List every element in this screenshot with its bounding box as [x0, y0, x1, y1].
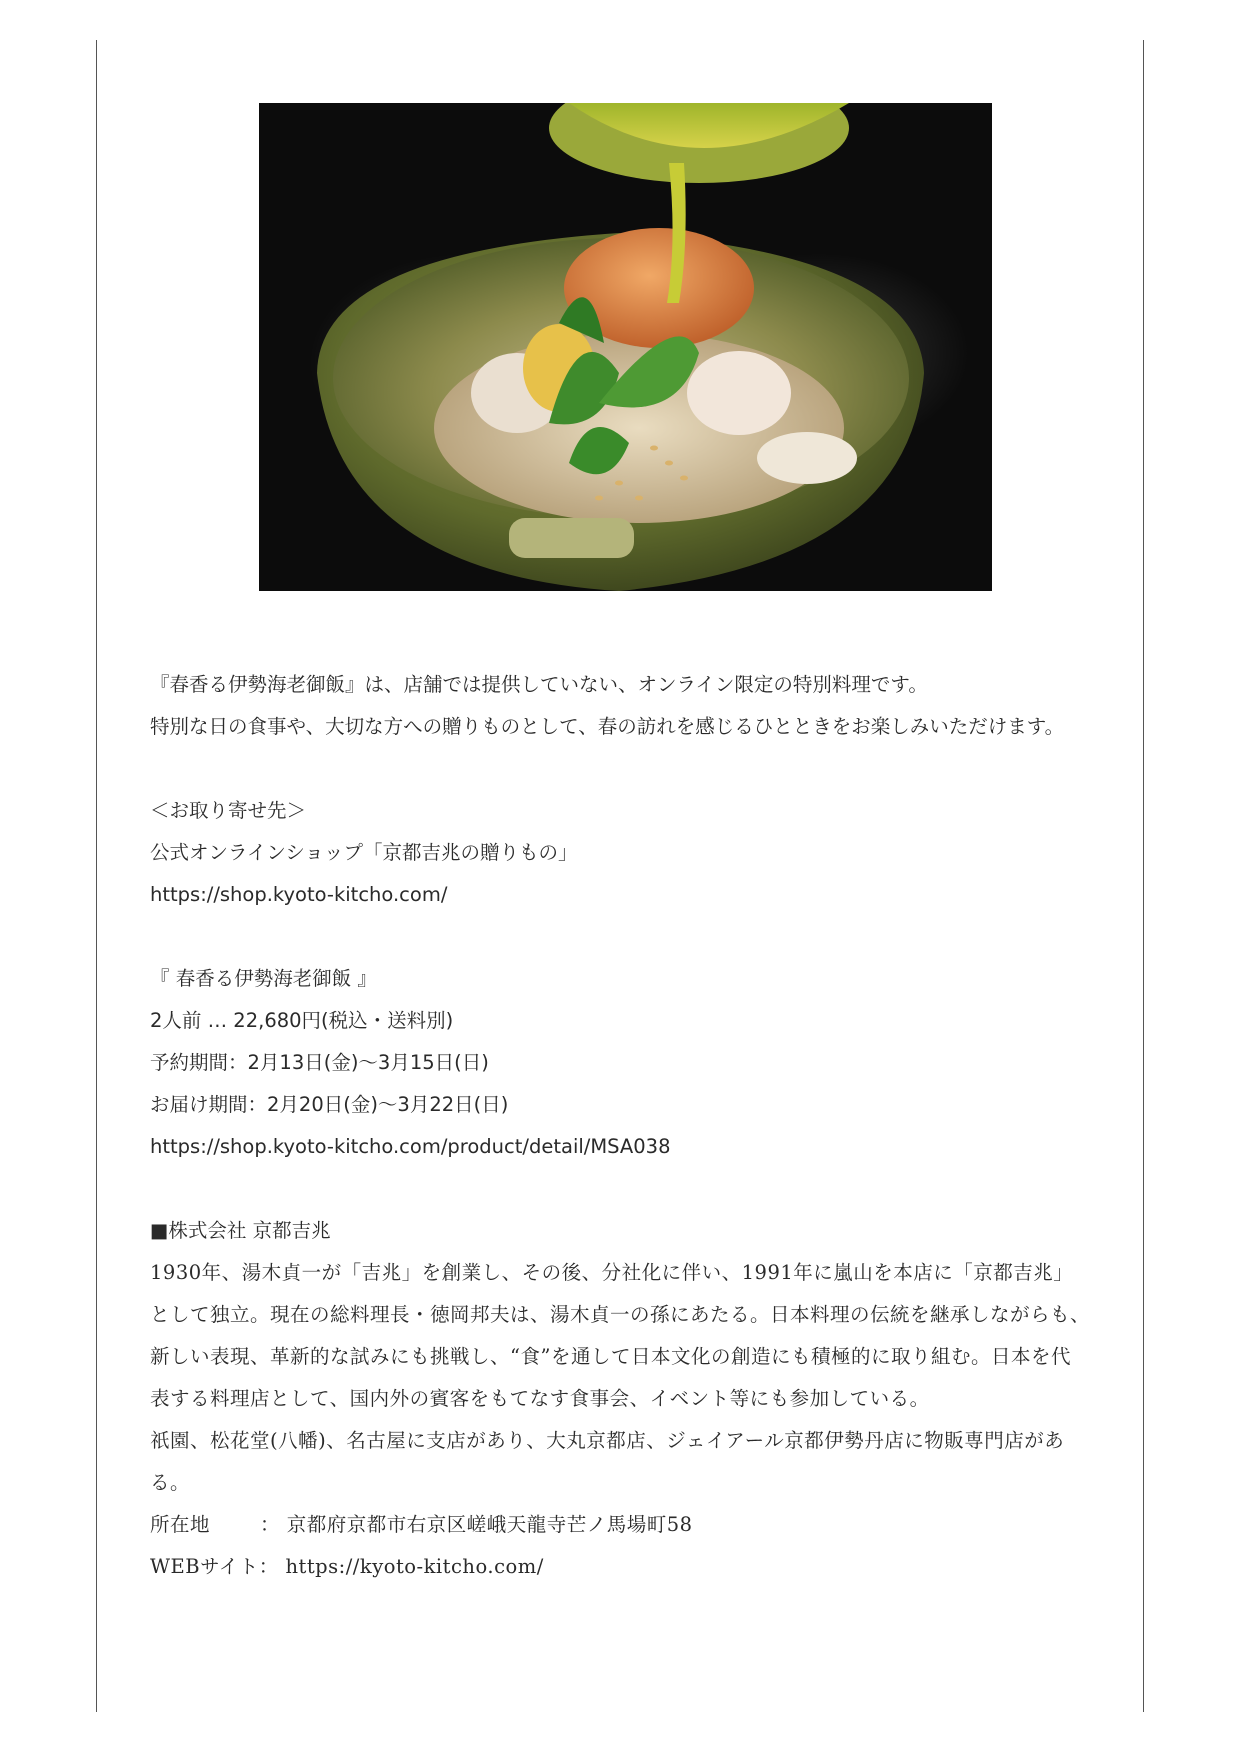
- address-value: ： 京都府京都市右京区嵯峨天龍寺芒ノ馬場町58: [260, 1513, 693, 1536]
- intro-line-2: 特別な日の食事や、大切な方への贈りものとして、春の訪れを感じるひとときをお楽しみいただけます。: [150, 715, 1065, 738]
- product-price: 2人前 … 22,680円(税込・送料別): [150, 1009, 454, 1032]
- product-url[interactable]: https://shop.kyoto-kitcho.com/product/detail/MSA038: [150, 1135, 671, 1158]
- left-margin-rule: [96, 40, 97, 1712]
- dish-photo-icon: [259, 103, 992, 591]
- intro-line-1: 『春香る伊勢海老御飯』は、店舗では提供していない、オンライン限定の特別料理です。: [150, 673, 928, 696]
- company-heading: ■株式会社 京都吉兆: [150, 1219, 331, 1242]
- company-website: [150, 1546, 1090, 1588]
- right-margin-rule: [1143, 40, 1144, 1712]
- company-description: 1930年、湯木貞一が「吉兆」を創業し、その後、分社化に伴い、1991年に嵐山を本店に「京都吉兆」として独立。現在の総料理長・徳岡邦夫は、湯木貞一の孫にあたる。日本料理の伝統を継承しながらも、新しい表現、革新的な試みにも挑戦し、“食”を通して日本文化の創造にも積極的に取り組む。日本を代表する料理店として、国内外の賓客をもてなす食事会、イベント等にも参加している。: [150, 1261, 1091, 1410]
- company-branches: 祇園、松花堂(八幡)、名古屋に支店があり、大丸京都店、ジェイアール京都伊勢丹店に物販専門店がある。: [150, 1429, 1065, 1494]
- order-shop-name: 公式オンラインショップ「京都吉兆の贈りもの」: [150, 841, 578, 864]
- product-delivery-period: お届け期間：2月20日(金)～3月22日(日): [150, 1093, 509, 1116]
- dish-photo: [259, 103, 992, 591]
- order-heading: ＜お取り寄せ先＞: [150, 799, 307, 822]
- website-url[interactable]: https://kyoto-kitcho.com/: [278, 1555, 544, 1578]
- order-shop-url[interactable]: https://shop.kyoto-kitcho.com/: [150, 883, 448, 906]
- press-release-body: [150, 664, 1090, 1588]
- product-name: 『 春香る伊勢海老御飯 』: [150, 967, 377, 990]
- product-reservation-period: 予約期間：2月13日(金)～3月15日(日): [150, 1051, 489, 1074]
- address-label: 所在地: [150, 1513, 211, 1536]
- company-address: [150, 1504, 1090, 1546]
- website-label: WEBサイト：: [150, 1555, 279, 1578]
